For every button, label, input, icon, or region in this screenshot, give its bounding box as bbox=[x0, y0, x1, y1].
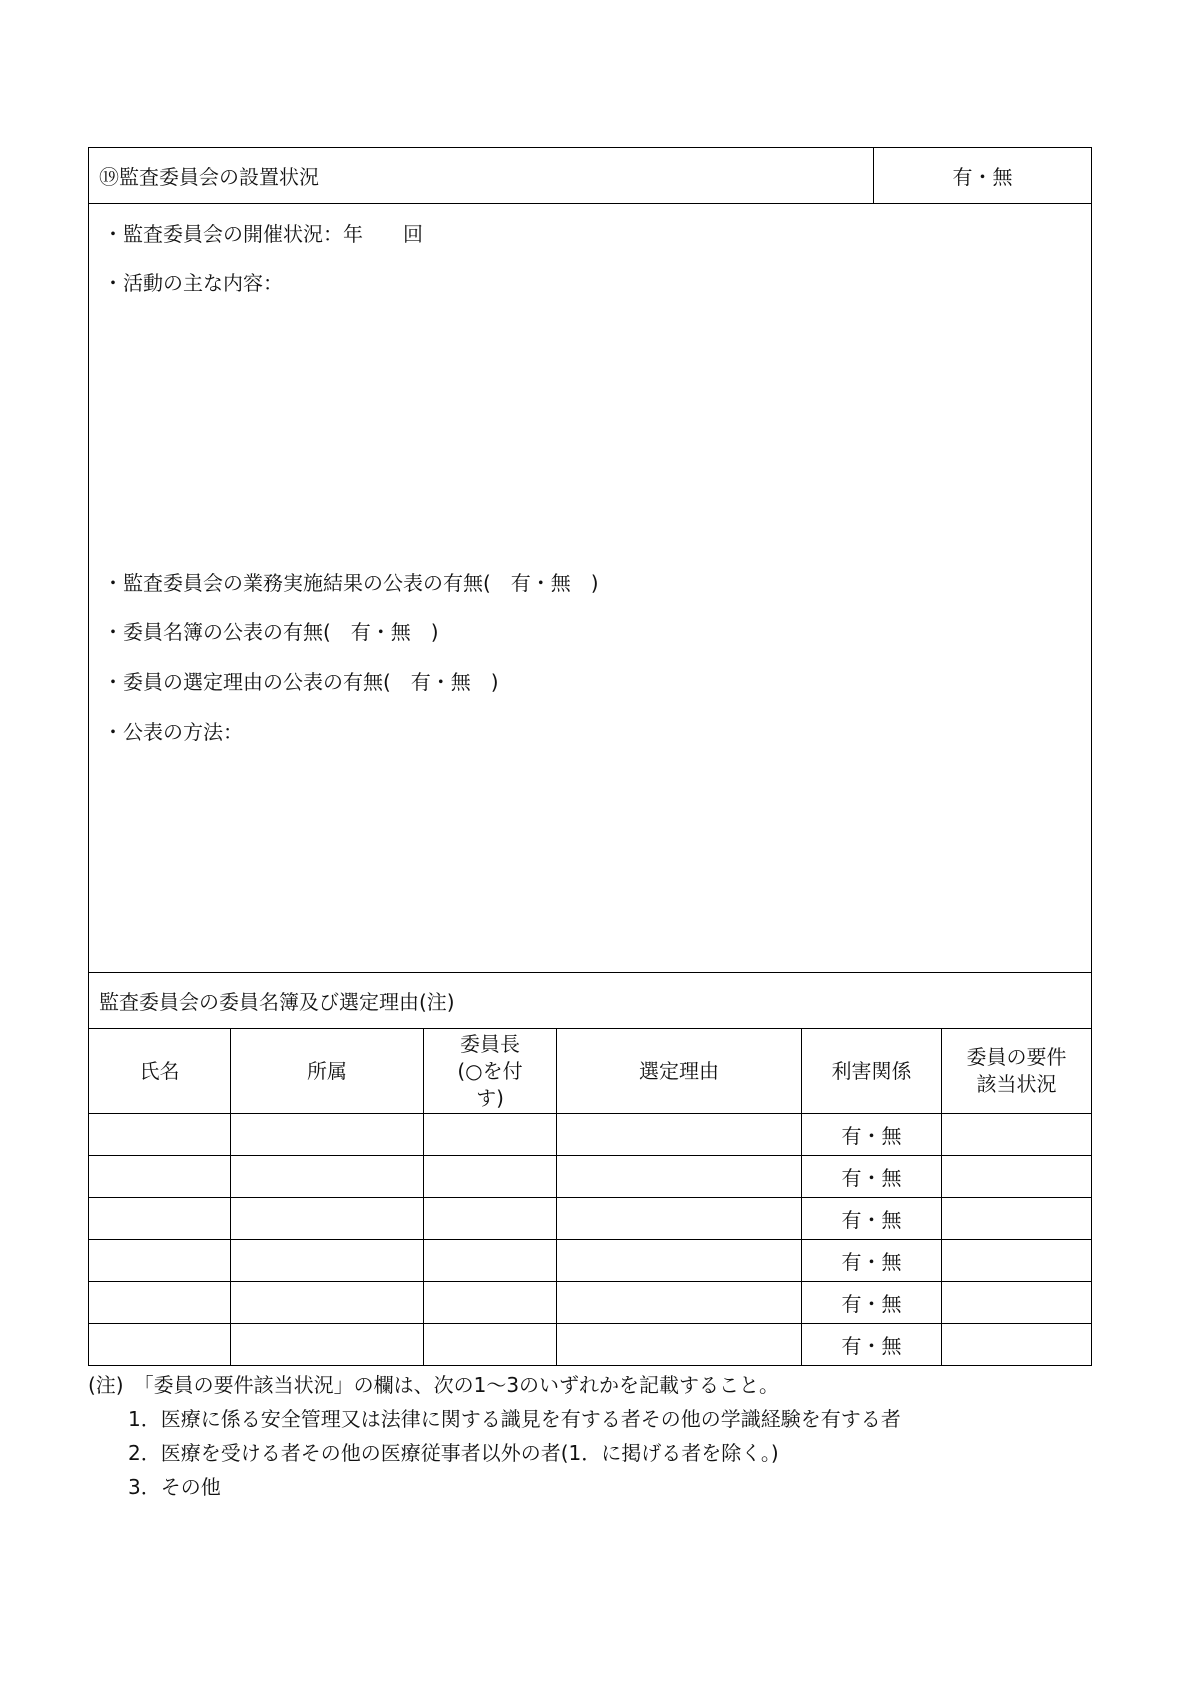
name-cell[interactable] bbox=[89, 1282, 231, 1323]
affiliation-cell[interactable] bbox=[231, 1240, 424, 1281]
header-chair-line2: (○を付 bbox=[457, 1058, 523, 1083]
header-reason: 選定理由 bbox=[557, 1029, 802, 1113]
table-row bbox=[89, 1114, 1092, 1156]
header-eligibility-line2: 該当状況 bbox=[976, 1072, 1057, 1096]
note-item-1: 1．医療に係る安全管理又は法律に関する識見を有する者その他の学識経験を有する者 bbox=[88, 1407, 901, 1431]
chair-cell[interactable] bbox=[424, 1240, 557, 1281]
conflict-cell[interactable]: 有・無 bbox=[802, 1240, 942, 1281]
table-row bbox=[89, 1324, 1092, 1366]
audit-committee-form bbox=[88, 147, 1092, 1366]
conflict-cell[interactable]: 有・無 bbox=[802, 1114, 942, 1155]
section-header-row bbox=[89, 148, 1092, 204]
affiliation-cell[interactable] bbox=[231, 1324, 424, 1365]
header-affiliation: 所属 bbox=[231, 1029, 424, 1113]
roster-rows bbox=[89, 1114, 1092, 1366]
note-intro: (注) 「委員の要件該当状況」の欄は、次の1～3のいずれかを記載すること。 bbox=[88, 1373, 780, 1397]
name-cell[interactable] bbox=[89, 1198, 231, 1239]
reason-cell[interactable] bbox=[557, 1156, 802, 1197]
conflict-cell[interactable]: 有・無 bbox=[802, 1156, 942, 1197]
roster-header-row bbox=[89, 1029, 1092, 1114]
meeting-count-line[interactable]: ・監査委員会の開催状況：年 回 bbox=[103, 222, 423, 246]
eligibility-cell[interactable] bbox=[942, 1114, 1092, 1155]
header-eligibility-line1: 委員の要件 bbox=[966, 1045, 1067, 1069]
header-eligibility bbox=[942, 1029, 1092, 1113]
roster-title-row bbox=[89, 973, 1092, 1029]
reason-cell[interactable] bbox=[557, 1324, 802, 1365]
name-cell[interactable] bbox=[89, 1324, 231, 1365]
header-conflict: 利害関係 bbox=[802, 1029, 942, 1113]
affiliation-cell[interactable] bbox=[231, 1156, 424, 1197]
header-name: 氏名 bbox=[89, 1029, 231, 1113]
eligibility-cell[interactable] bbox=[942, 1282, 1092, 1323]
conflict-cell[interactable]: 有・無 bbox=[802, 1324, 942, 1365]
reason-cell[interactable] bbox=[557, 1282, 802, 1323]
eligibility-cell[interactable] bbox=[942, 1240, 1092, 1281]
name-cell[interactable] bbox=[89, 1240, 231, 1281]
name-cell[interactable] bbox=[89, 1114, 231, 1155]
chair-cell[interactable] bbox=[424, 1198, 557, 1239]
name-cell[interactable] bbox=[89, 1156, 231, 1197]
eligibility-cell[interactable] bbox=[942, 1324, 1092, 1365]
conflict-cell[interactable]: 有・無 bbox=[802, 1282, 942, 1323]
section-title: ⑲監査委員会の設置状況 bbox=[89, 148, 874, 203]
chair-cell[interactable] bbox=[424, 1282, 557, 1323]
roster-published-line[interactable]: ・委員名簿の公表の有無( 有・無 ) bbox=[103, 620, 439, 644]
table-row bbox=[89, 1156, 1092, 1198]
committee-details-block bbox=[89, 204, 1092, 973]
header-chair-line1: 委員長 bbox=[460, 1031, 520, 1056]
table-row bbox=[89, 1198, 1092, 1240]
note-item-3: 3．その他 bbox=[88, 1475, 221, 1499]
chair-cell[interactable] bbox=[424, 1156, 557, 1197]
eligibility-cell[interactable] bbox=[942, 1156, 1092, 1197]
publication-method-line[interactable]: ・公表の方法： bbox=[103, 720, 243, 744]
table-row bbox=[89, 1240, 1092, 1282]
chair-cell[interactable] bbox=[424, 1324, 557, 1365]
affiliation-cell[interactable] bbox=[231, 1282, 424, 1323]
reason-cell[interactable] bbox=[557, 1114, 802, 1155]
eligibility-cell[interactable] bbox=[942, 1198, 1092, 1239]
conflict-cell[interactable]: 有・無 bbox=[802, 1198, 942, 1239]
reasons-published-line[interactable]: ・委員の選定理由の公表の有無( 有・無 ) bbox=[103, 670, 499, 694]
committee-presence-field[interactable]: 有・無 bbox=[874, 148, 1092, 203]
chair-cell[interactable] bbox=[424, 1114, 557, 1155]
header-chair-line3: す) bbox=[476, 1085, 504, 1110]
table-row bbox=[89, 1282, 1092, 1324]
affiliation-cell[interactable] bbox=[231, 1198, 424, 1239]
affiliation-cell[interactable] bbox=[231, 1114, 424, 1155]
header-chair bbox=[424, 1029, 557, 1113]
roster-title: 監査委員会の委員名簿及び選定理由(注) bbox=[89, 973, 1092, 1028]
reason-cell[interactable] bbox=[557, 1240, 802, 1281]
results-published-line[interactable]: ・監査委員会の業務実施結果の公表の有無( 有・無 ) bbox=[103, 571, 599, 595]
activities-line[interactable]: ・活動の主な内容： bbox=[103, 271, 283, 295]
note-item-2: 2．医療を受ける者その他の医療従事者以外の者(1．に掲げる者を除く。) bbox=[88, 1441, 779, 1465]
reason-cell[interactable] bbox=[557, 1198, 802, 1239]
